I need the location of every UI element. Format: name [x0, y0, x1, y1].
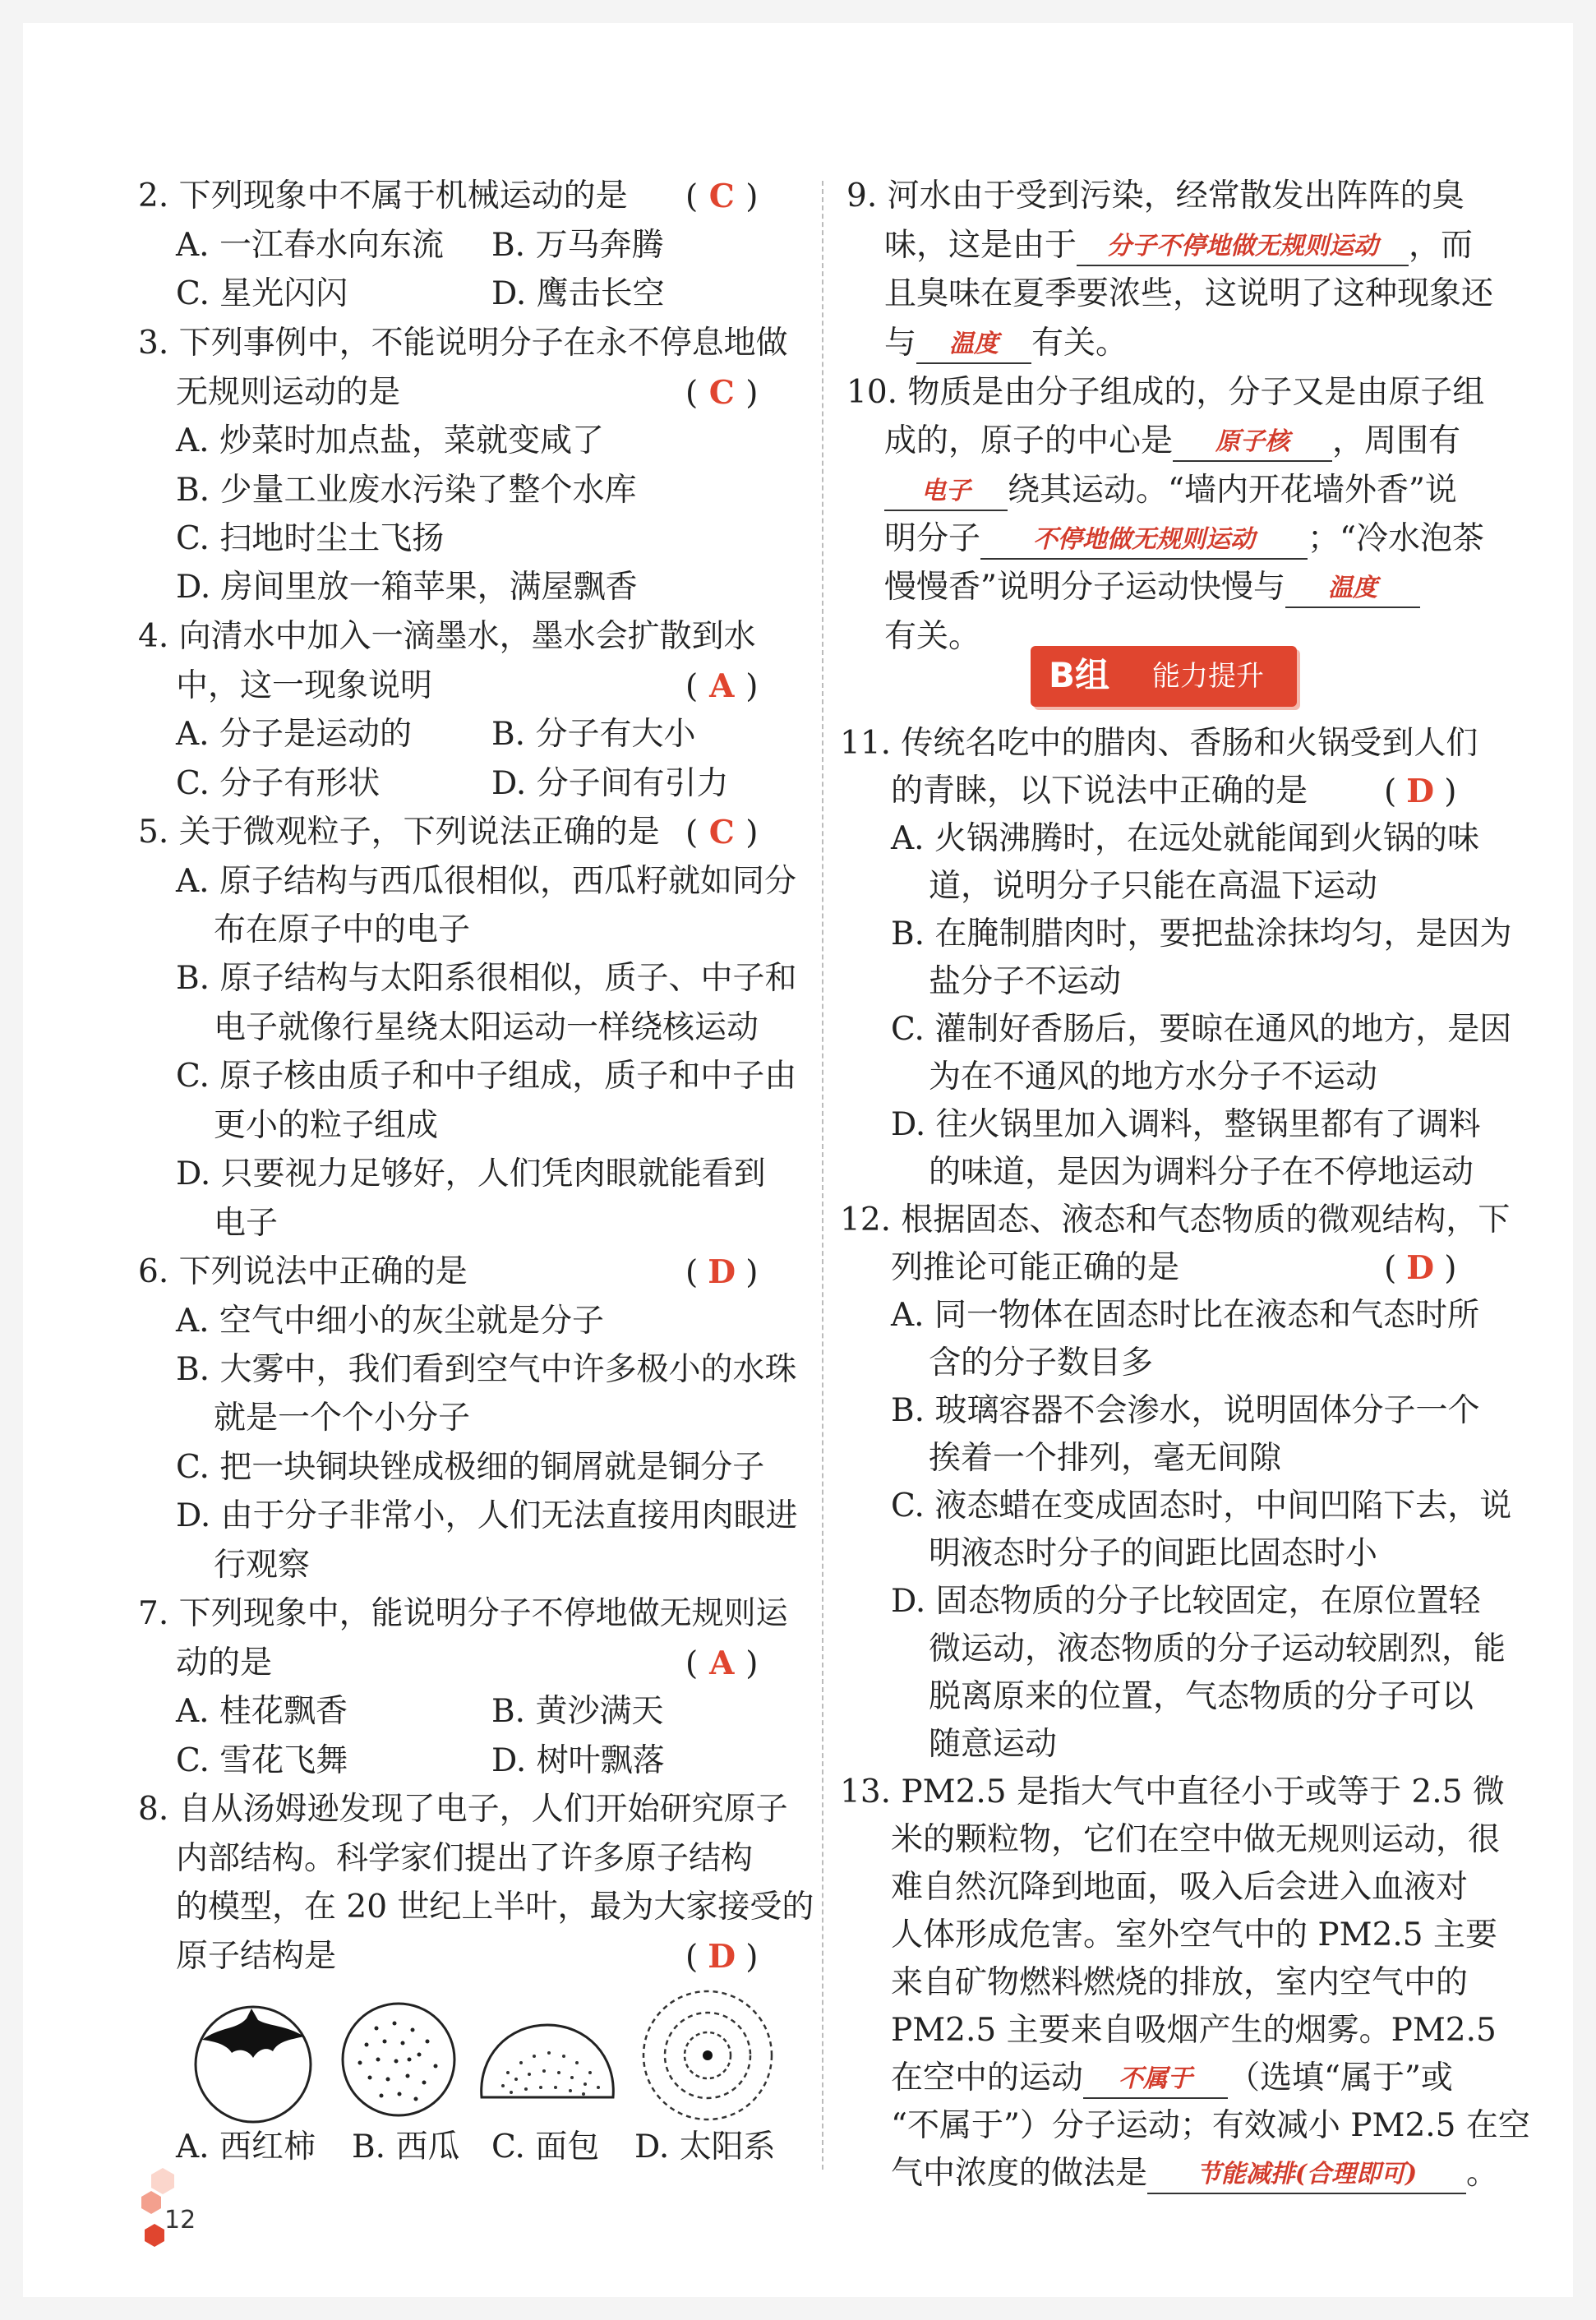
q8-caption-a: A. 西红柿	[176, 2129, 316, 2165]
q7-answer: ( A )	[685, 1644, 759, 1682]
q10-line3: 电子 绕其运动。“墙内开花墙外香”说	[884, 470, 1457, 511]
q3-option-b: B. 少量工业废水污染了整个水库	[176, 472, 637, 509]
watermelon-model-figure	[337, 1995, 460, 2119]
q10-line2: 成的，原子的中心是 原子核 ，周围有	[884, 421, 1460, 462]
q7-stem-line1: 7. 下列现象中，能说明分子不停地做无规则运	[138, 1595, 788, 1632]
q6-option-b: B. 大雾中，我们看到空气中许多极小的水珠	[176, 1351, 797, 1388]
q5-option-d: D. 只要视力足够好，人们凭肉眼就能看到	[176, 1155, 766, 1192]
q7-answer-letter: A	[709, 1644, 735, 1682]
q10-line4: 明分子 不停地做无规则运动 ；“冷水泡茶	[884, 519, 1484, 560]
q3-stem-line2: 无规则运动的是	[176, 374, 401, 411]
q11-option-c: C. 灌制好香肠后，要晾在通风的地方，是因	[891, 1011, 1512, 1048]
q11-option-a-cont: 道，说明分子只能在高温下运动	[929, 868, 1378, 905]
q6-option-c: C. 把一块铜块锉成极细的铜屑就是铜分子	[176, 1449, 765, 1486]
q5-option-b-cont: 电子就像行星绕太阳运动一样绕核运动	[214, 1009, 759, 1046]
q8-stem-line4: 原子结构是	[176, 1938, 337, 1975]
q10-blank-1[interactable]: 原子核	[1173, 424, 1332, 462]
q13-line9: 气中浓度的做法是 节能减排(合理即可) 。	[891, 2153, 1498, 2194]
q10-line1: 10. 物质是由分子组成的，分子又是由原子组	[846, 374, 1485, 411]
q12-option-c-cont: 明液态时分子的间距比固态时小	[929, 1535, 1378, 1572]
q11-stem-line2: 的青睐，以下说法中正确的是	[891, 773, 1308, 809]
q9-line1: 9. 河水由于受到污染，经常散发出阵阵的臭	[846, 178, 1465, 214]
q13-line4: 人体形成危害。室外空气中的 PM2.5 主要	[891, 1916, 1497, 1953]
q8-caption-b: B. 西瓜	[352, 2129, 460, 2165]
q13-blank-2[interactable]: 节能减排(合理即可)	[1147, 2156, 1466, 2194]
q6-answer-letter: D	[708, 1253, 736, 1291]
q2-answer: ( C )	[685, 178, 759, 215]
q4-answer-letter: A	[709, 667, 735, 705]
group-b-banner	[1031, 646, 1297, 707]
q12-option-d: D. 固态物质的分子比较固定，在原位置轻	[891, 1583, 1481, 1620]
q13-line7: 在空中的运动 不属于 （选填“属于”或	[891, 2058, 1453, 2099]
q12-option-b-cont: 挨着一个排列，毫无间隙	[929, 1440, 1282, 1477]
q4-stem-line2: 中，这一现象说明	[176, 667, 433, 704]
q8-answer: ( D )	[685, 1938, 759, 1976]
q13-line1: 13. PM2.5 是指大气中直径小于或等于 2.5 微	[840, 1773, 1505, 1810]
q12-option-d-cont1: 微运动，液态物质的分子运动较剧烈，能	[929, 1630, 1506, 1667]
q13-line3: 难自然沉降到地面，吸入后会进入血液对	[891, 1869, 1469, 1906]
q3-answer-letter: C	[708, 374, 735, 412]
q3-option-c: C. 扫地时尘土飞扬	[176, 520, 445, 557]
q12-option-a: A. 同一物体在固态时比在液态和气态时所	[891, 1297, 1479, 1334]
q2-answer-letter: C	[708, 178, 735, 215]
q4-option-d: D. 分子间有引力	[491, 765, 729, 802]
q10-line5: 慢慢香”说明分子运动快慢与 温度	[884, 567, 1420, 608]
q9-line3: 且臭味在夏季要浓些，这说明了这种现象还	[884, 275, 1494, 312]
q5-option-d-cont: 电子	[214, 1205, 279, 1242]
column-divider	[822, 181, 823, 2170]
q12-stem-line2: 列推论可能正确的是	[891, 1249, 1180, 1286]
q9-line2: 味，这是由于 分子不停地做无规则运动 ，而	[884, 225, 1473, 266]
q7-option-a: A. 桂花飘香	[176, 1693, 348, 1730]
q5-option-a-cont: 布在原子中的电子	[214, 911, 471, 948]
solar-system-model-figure	[638, 1986, 777, 2125]
q3-stem-line1: 3. 下列事例中，不能说明分子在永不停息地做	[138, 325, 788, 362]
q3-option-a: A. 炒菜时加点盐，菜就变咸了	[176, 422, 604, 459]
q12-option-d-cont2: 脱离原来的位置，气态物质的分子可以	[929, 1678, 1474, 1715]
q8-stem-line1: 8. 自从汤姆逊发现了电子，人们开始研究原子	[138, 1791, 788, 1828]
q8-answer-letter: D	[708, 1938, 736, 1976]
q2-stem: 2. 下列现象中不属于机械运动的是	[138, 178, 628, 214]
q4-stem-line1: 4. 向清水中加入一滴墨水，墨水会扩散到水	[138, 618, 756, 655]
q4-option-c: C. 分子有形状	[176, 765, 381, 802]
q6-option-b-cont: 就是一个个小分子	[214, 1400, 471, 1437]
group-b-title: 能力提升	[1152, 660, 1264, 693]
q2-option-a: A. 一江春水向东流	[176, 227, 444, 264]
q3-answer: ( C )	[685, 374, 759, 412]
q13-line2: 米的颗粒物，它们在空中做无规则运动，很	[891, 1821, 1501, 1858]
page-number: 12	[164, 2206, 196, 2235]
q12-answer: ( D )	[1384, 1249, 1457, 1287]
q5-option-c-cont: 更小的粒子组成	[214, 1107, 439, 1144]
q12-option-b: B. 玻璃容器不会渗水，说明固体分子一个	[891, 1392, 1480, 1429]
q11-stem-line1: 11. 传统名吃中的腊肉、香肠和火锅受到人们	[840, 725, 1478, 762]
q6-answer: ( D )	[685, 1253, 759, 1291]
q5-answer: ( C )	[685, 814, 759, 851]
q8-stem-line2: 内部结构。科学家们提出了许多原子结构	[176, 1840, 754, 1877]
q11-option-d-cont: 的味道，是因为调料分子在不停地运动	[929, 1154, 1474, 1191]
q5-answer-letter: C	[708, 814, 735, 851]
q11-option-c-cont: 为在不通风的地方水分子不运动	[929, 1059, 1378, 1095]
q12-answer-letter: D	[1406, 1249, 1435, 1287]
q13-line5: 来自矿物燃料燃烧的排放，室内空气中的	[891, 1964, 1469, 2001]
bread-model-figure	[475, 2015, 620, 2110]
q8-caption-c: C. 面包	[491, 2129, 600, 2165]
q8-stem-line3: 的模型，在 20 世纪上半叶，最为大家接受的	[176, 1889, 814, 1926]
q11-answer: ( D )	[1384, 773, 1457, 810]
q5-option-a: A. 原子结构与西瓜很相似，西瓜籽就如同分	[176, 863, 796, 900]
q4-option-b: B. 分子有大小	[491, 716, 696, 753]
q2-option-d: D. 鹰击长空	[491, 275, 665, 312]
q10-blank-4[interactable]: 温度	[1285, 570, 1420, 608]
q12-option-a-cont: 含的分子数目多	[929, 1344, 1154, 1381]
q11-option-d: D. 往火锅里加入调料，整锅里都有了调料	[891, 1106, 1481, 1143]
q8-caption-d: D. 太阳系	[634, 2129, 776, 2165]
tomato-model-figure	[187, 1994, 319, 2125]
q12-option-c: C. 液态蜡在变成固态时，中间凹陷下去，说	[891, 1487, 1512, 1524]
q10-line6: 有关。	[884, 618, 981, 655]
q5-stem: 5. 关于微观粒子，下列说法正确的是	[138, 814, 660, 851]
q6-option-a: A. 空气中细小的灰尘就是分子	[176, 1303, 604, 1340]
q11-option-b-cont: 盐分子不运动	[929, 963, 1122, 1000]
q3-option-d: D. 房间里放一箱苹果，满屋飘香	[176, 569, 638, 606]
q12-stem-line1: 12. 根据固态、液态和气态物质的微观结构，下	[840, 1202, 1511, 1238]
q7-option-d: D. 树叶飘落	[491, 1742, 665, 1779]
q6-option-d-cont: 行观察	[214, 1547, 311, 1584]
q7-option-c: C. 雪花飞舞	[176, 1742, 348, 1779]
q5-option-b: B. 原子结构与太阳系很相似，质子、中子和	[176, 960, 797, 997]
q7-option-b: B. 黄沙满天	[491, 1693, 664, 1730]
q2-option-b: B. 万马奔腾	[491, 227, 664, 264]
q9-line4: 与 温度 有关。	[884, 323, 1128, 364]
q4-answer: ( A )	[685, 667, 759, 705]
q11-answer-letter: D	[1406, 773, 1435, 810]
q9-blank-2[interactable]: 温度	[916, 326, 1031, 364]
q2-option-c: C. 星光闪闪	[176, 275, 348, 312]
q5-option-c: C. 原子核由质子和中子组成，质子和中子由	[176, 1058, 797, 1095]
q7-stem-line2: 动的是	[176, 1644, 273, 1681]
q11-option-a: A. 火锅沸腾时，在远处就能闻到火锅的味	[891, 820, 1479, 857]
q10-blank-2[interactable]: 电子	[884, 473, 1008, 511]
q13-line8: “不属于”）分子运动；有效减小 PM2.5 在空	[891, 2107, 1530, 2144]
q10-blank-3[interactable]: 不停地做无规则运动	[980, 522, 1308, 560]
group-b-badge: B组	[1049, 655, 1110, 695]
q4-option-a: A. 分子是运动的	[176, 716, 412, 753]
q9-blank-1[interactable]: 分子不停地做无规则运动	[1077, 228, 1409, 266]
q13-line6: PM2.5 主要来自吸烟产生的烟雾。PM2.5	[891, 2012, 1497, 2049]
q11-option-b: B. 在腌制腊肉时，要把盐涂抹均匀，是因为	[891, 916, 1512, 952]
q12-option-d-cont3: 随意运动	[929, 1726, 1058, 1763]
q6-option-d: D. 由于分子非常小，人们无法直接用肉眼进	[176, 1497, 798, 1534]
q6-stem: 6. 下列说法中正确的是	[138, 1253, 468, 1290]
q13-blank-1[interactable]: 不属于	[1083, 2061, 1228, 2099]
